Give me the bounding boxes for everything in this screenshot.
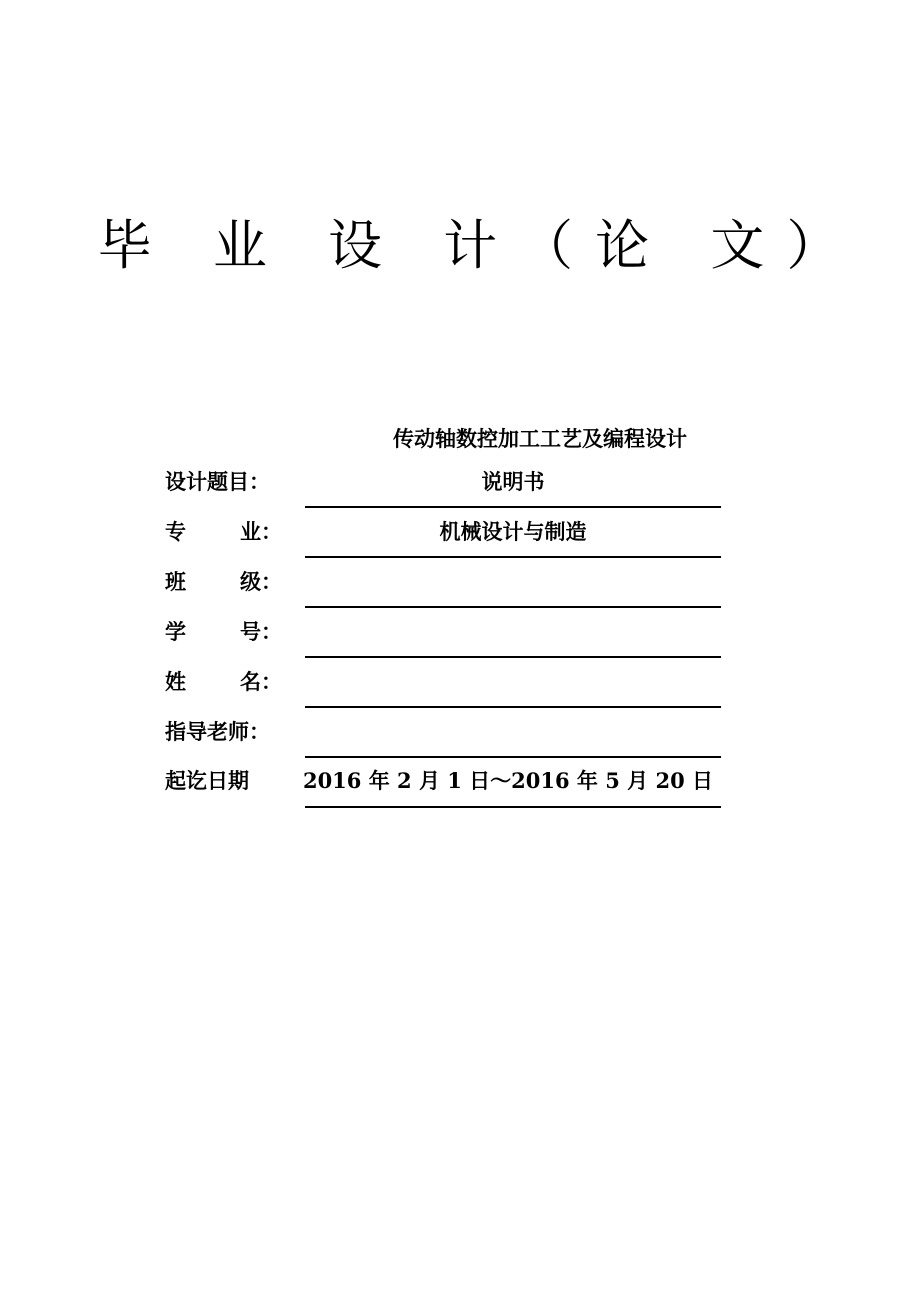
major-underline	[305, 556, 721, 558]
advisor-underline	[305, 756, 721, 758]
topic-value-line1: 传动轴数控加工工艺及编程设计	[393, 426, 687, 451]
topic-label: 设计题目：	[165, 469, 270, 494]
name-underline	[305, 706, 721, 708]
period-label: 起讫日期	[165, 768, 249, 793]
class-label: 班 级：	[165, 569, 282, 594]
student-id-underline	[305, 656, 721, 658]
name-label: 姓 名：	[165, 669, 282, 694]
student-id-label: 学 号：	[165, 619, 282, 644]
topic-underline	[305, 506, 721, 508]
class-underline	[305, 606, 721, 608]
major-value: 机械设计与制造	[439, 519, 587, 544]
advisor-label: 指导老师：	[165, 719, 270, 744]
major-label: 专 业：	[165, 519, 282, 544]
document-title: 毕 业 设 计（论 文）	[97, 214, 863, 277]
topic-value-line2: 说明书	[481, 469, 545, 494]
period-value: 2016 年 2 月 1 日～2016 年 5 月 20 日	[302, 768, 714, 793]
period-underline	[305, 806, 721, 808]
